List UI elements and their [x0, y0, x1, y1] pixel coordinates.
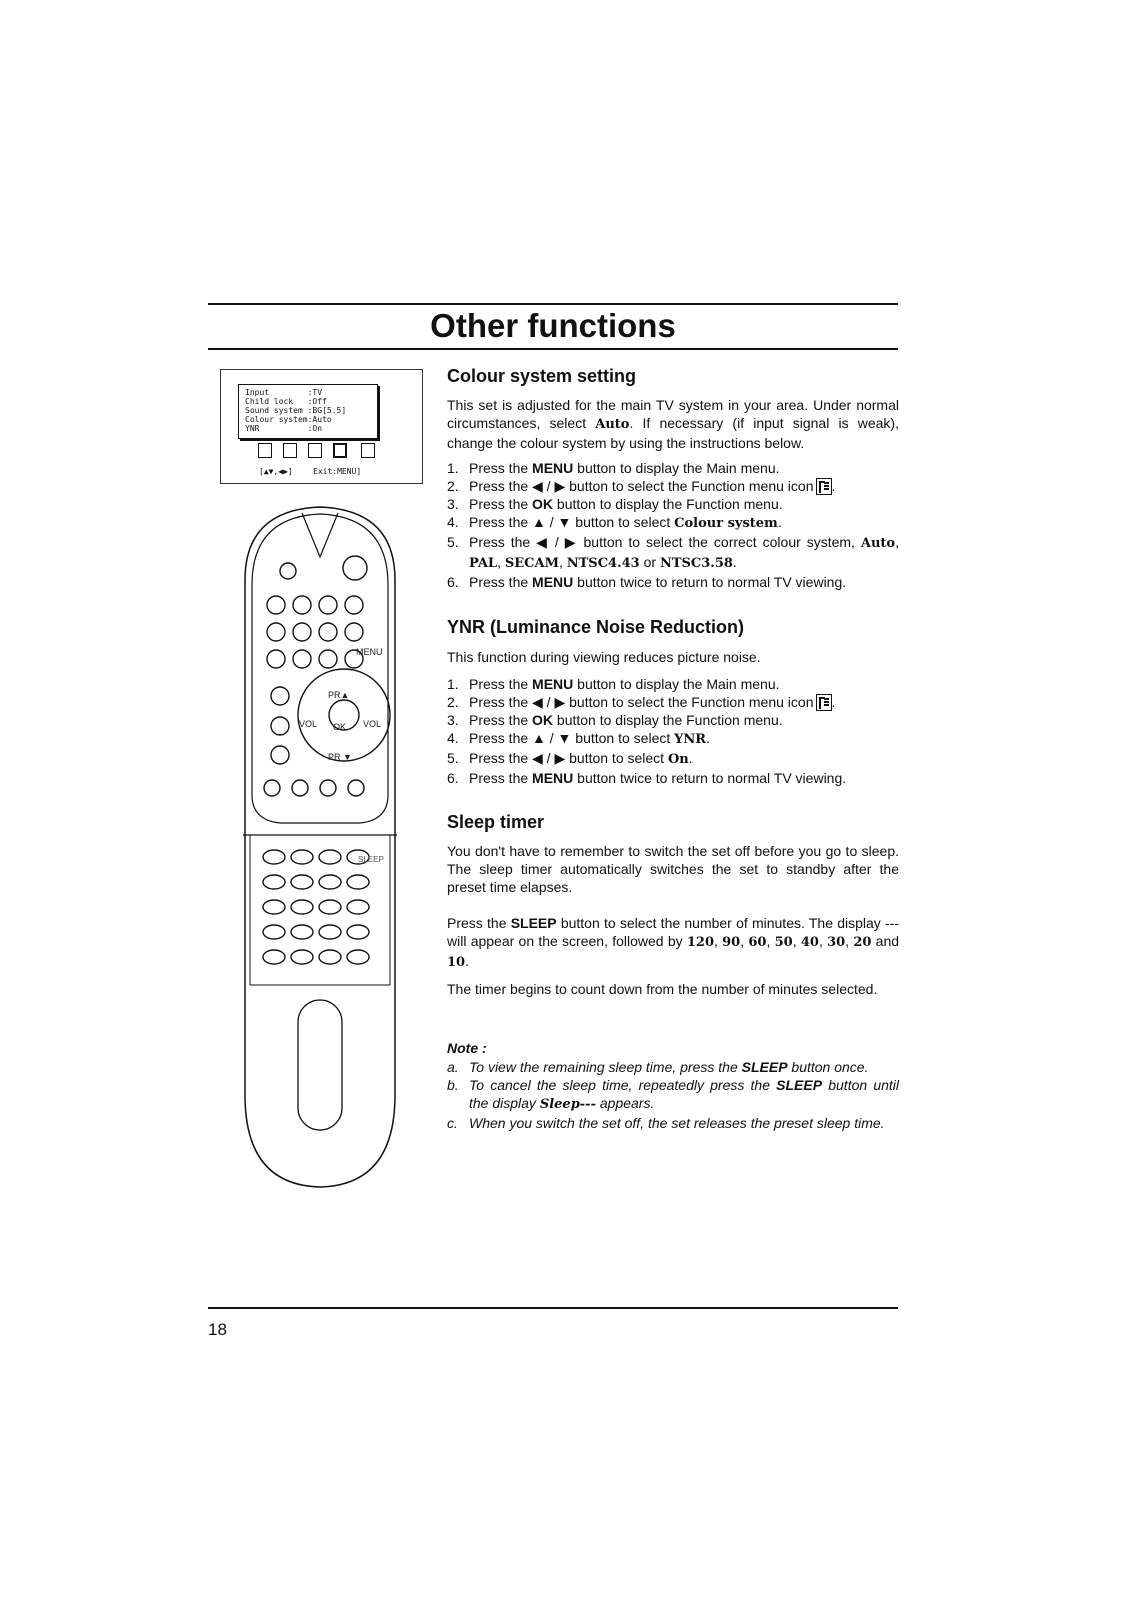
- note-text: When you switch the set off, the set releases the preset sleep time.: [469, 1115, 885, 1131]
- colour-system-intro: [447, 396, 899, 452]
- intro-auto: Auto: [595, 417, 630, 432]
- value-50: 50: [774, 935, 793, 950]
- intro-text-2: . If necessary (if input signal is weak), change the colour system by using the instructions below.: [447, 415, 899, 451]
- sleep-timer-p3: The timer begins to count down from the number of minutes selected.: [447, 981, 878, 997]
- value-40: 40: [800, 935, 819, 950]
- page-title: Other functions: [430, 307, 676, 344]
- value-20: 20: [853, 935, 872, 950]
- step-text: or: [639, 554, 660, 570]
- colour-system-steps: [447, 459, 899, 591]
- note-title: Note :: [447, 1040, 487, 1056]
- function-menu-icon: [816, 694, 832, 711]
- step-text: button twice to return to normal TV viewing.: [573, 574, 847, 590]
- step-key: MENU: [532, 770, 574, 786]
- list-item: [447, 1058, 899, 1076]
- note-text: button once.: [787, 1059, 869, 1075]
- sleep-timer-p1: You don't have to remember to switch the set off before you go to sleep. The sleep timer automatically switches the set to standby after the preset time elapses.: [447, 843, 899, 895]
- remote-button: [280, 563, 296, 579]
- step-text: Press the: [469, 460, 533, 476]
- osd-row-input: Input :TV: [245, 388, 323, 397]
- note-text: To cancel the sleep time, repeatedly press the: [469, 1077, 777, 1093]
- osd-menu-screen: [220, 369, 423, 484]
- list-item: 5. Press the ◀ / ▶ button to select the correct colour system, Auto, PAL, SECAM, NTSC4.43 or NTSC3.58.: [447, 534, 899, 571]
- remote-button: [263, 850, 285, 864]
- nav-ring: [298, 669, 390, 761]
- step-number: 3.: [447, 496, 459, 512]
- remote-sleep-label: SLEEP: [358, 855, 384, 864]
- p2-text: Press the: [447, 915, 511, 931]
- note-letter: a.: [447, 1059, 459, 1075]
- sleep-timer-p2: Press the SLEEP button to select the number of minutes. The display --- will appear on the screen, followed by 120, 90, 60, 50, 40, 30, 20 and 10.: [447, 915, 900, 970]
- remote-button: [347, 900, 369, 914]
- ynr-heading: YNR (Luminance Noise Reduction): [447, 617, 745, 637]
- step-number: 5.: [447, 534, 459, 550]
- step-text: .: [688, 750, 693, 766]
- notes-list: [447, 1058, 899, 1132]
- osd-row-colour-system: Colour system:Auto: [245, 415, 332, 424]
- remote-button: [319, 623, 337, 641]
- note-key: SLEEP: [741, 1059, 788, 1075]
- remote-button: [291, 900, 313, 914]
- picture-menu-icon: [258, 443, 272, 458]
- function-menu-icon: [333, 443, 347, 458]
- remote-button: [291, 950, 313, 964]
- step-key: MENU: [532, 460, 574, 476]
- step-number: 3.: [447, 712, 459, 728]
- note-letter: b.: [447, 1077, 459, 1093]
- intro-text: This set is adjusted for the main TV system in your area. Under normal circumstances, select: [447, 397, 899, 431]
- step-text: Press the ◀ / ▶ button to select the correct colour system,: [469, 534, 861, 550]
- note-text: appears.: [595, 1095, 655, 1111]
- remote-button: [293, 623, 311, 641]
- list-item: [447, 693, 899, 711]
- remote-button: [319, 900, 341, 914]
- list-item: [447, 769, 899, 787]
- remote-button: [320, 780, 336, 796]
- step-text: button to display the Main menu.: [573, 676, 780, 692]
- value-10: 10: [447, 955, 466, 970]
- value-30: 30: [827, 935, 846, 950]
- remote-button: [291, 925, 313, 939]
- list-item: [447, 573, 899, 591]
- list-item: [447, 495, 899, 513]
- remote-button: [264, 780, 280, 796]
- list-item: [447, 711, 899, 729]
- sound-menu-icon: [283, 443, 297, 458]
- step-option: YNR: [674, 732, 707, 747]
- remote-button: [347, 950, 369, 964]
- sleep-timer-heading: Sleep timer: [447, 812, 545, 832]
- step-option: On: [667, 752, 689, 767]
- remote-menu-label: MENU: [356, 647, 383, 657]
- remote-button: [263, 900, 285, 914]
- list-item: [447, 1114, 899, 1132]
- step-key: MENU: [532, 574, 574, 590]
- step-text: Press the ▲ / ▼ button to select: [469, 730, 675, 746]
- remote-button: [319, 950, 341, 964]
- step-text: Press the: [469, 496, 533, 512]
- value-60: 60: [748, 935, 767, 950]
- remote-pr-up-label: PR▲: [328, 690, 350, 700]
- step-number: 6.: [447, 574, 459, 590]
- osd-row-child-lock: Child lock :Off: [245, 397, 327, 406]
- step-text: button to display the Function menu.: [553, 712, 783, 728]
- step-number: 4.: [447, 730, 459, 746]
- step-number: 5.: [447, 750, 459, 766]
- remote-button: [347, 875, 369, 889]
- step-text: button to display the Function menu.: [553, 496, 783, 512]
- step-number: 1.: [447, 460, 459, 476]
- note-key: SLEEP: [776, 1077, 823, 1093]
- p2-text: and: [871, 933, 900, 949]
- title-underline: [208, 348, 898, 350]
- list-item: [447, 675, 899, 693]
- remote-button: [319, 850, 341, 864]
- step-text: Press the: [469, 712, 533, 728]
- remote-button: [319, 925, 341, 939]
- page-number: 18: [208, 1320, 227, 1339]
- list-item: [447, 459, 899, 477]
- remote-button: [271, 687, 289, 705]
- step-text: button twice to return to normal TV viewing.: [573, 770, 847, 786]
- note-text: button until the display: [469, 1077, 900, 1111]
- step-text: Press the ▲ / ▼ button to select: [469, 514, 675, 530]
- step-text: .: [831, 694, 836, 710]
- timer-menu-icon: [308, 443, 322, 458]
- remote-button: [263, 950, 285, 964]
- remote-button: [292, 780, 308, 796]
- step-text: .: [706, 730, 710, 746]
- note-display: Sleep---: [539, 1097, 596, 1112]
- function-menu-icon: [816, 478, 832, 495]
- remote-button: [271, 746, 289, 764]
- sleep-key: SLEEP: [510, 915, 557, 931]
- step-text: Press the ◀ / ▶ button to select: [469, 750, 668, 766]
- value-120: 120: [686, 935, 714, 950]
- remote-button: [267, 650, 285, 668]
- remote-control-illustration: [240, 505, 400, 1190]
- list-item: [447, 1076, 899, 1114]
- option-pal: PAL: [469, 556, 498, 571]
- remote-button: [267, 623, 285, 641]
- step-text: .: [831, 478, 836, 494]
- step-number: 6.: [447, 770, 459, 786]
- step-key: OK: [532, 712, 554, 728]
- option-ntsc358: NTSC3.58: [659, 556, 733, 571]
- option-auto: Auto: [860, 536, 896, 551]
- step-text: .: [777, 514, 782, 530]
- value-90: 90: [722, 935, 741, 950]
- osd-menu-box: [238, 384, 378, 439]
- remote-button: [345, 596, 363, 614]
- remote-button: [319, 650, 337, 668]
- remote-button: [293, 596, 311, 614]
- step-number: 2.: [447, 478, 459, 494]
- remote-button: [348, 780, 364, 796]
- step-number: 1.: [447, 676, 459, 692]
- remote-button: [267, 596, 285, 614]
- colour-system-heading: Colour system setting: [447, 366, 637, 386]
- step-text: Press the: [469, 770, 533, 786]
- top-rule: [208, 303, 898, 305]
- remote-button: [271, 717, 289, 735]
- remote-button: [345, 623, 363, 641]
- remote-vol-right-label: VOL: [363, 719, 382, 729]
- step-text: Press the: [469, 676, 533, 692]
- remote-button: [263, 875, 285, 889]
- list-item: [447, 477, 899, 495]
- step-text: button to display the Main menu.: [573, 460, 780, 476]
- remote-pr-down-label: PR ▼: [328, 752, 352, 762]
- power-button: [343, 556, 367, 580]
- remote-button: [347, 925, 369, 939]
- remote-button: [319, 875, 341, 889]
- osd-nav-hint: [▲▼,◀▶]: [259, 467, 293, 476]
- remote-button: [263, 925, 285, 939]
- option-secam: SECAM: [504, 556, 559, 571]
- option-ntsc443: NTSC4.43: [566, 556, 640, 571]
- step-text: .: [732, 554, 737, 570]
- remote-button: [291, 875, 313, 889]
- list-item: [447, 749, 899, 769]
- remote-button: [319, 596, 337, 614]
- step-text: Press the: [469, 574, 533, 590]
- bottom-rule: [208, 1307, 898, 1309]
- step-key: OK: [532, 496, 554, 512]
- step-key: MENU: [532, 676, 574, 692]
- clock-menu-icon: [361, 443, 375, 458]
- osd-exit-hint: Exit:MENU]: [313, 467, 362, 476]
- step-number: 4.: [447, 514, 459, 530]
- step-text: Press the ◀ / ▶ button to select the Function menu icon: [469, 694, 814, 710]
- step-number: 2.: [447, 694, 459, 710]
- remote-button: [293, 650, 311, 668]
- note-text: To view the remaining sleep time, press the: [469, 1059, 742, 1075]
- list-item: [447, 729, 899, 749]
- list-item: [447, 513, 899, 533]
- ynr-intro: This function during viewing reduces picture noise.: [447, 649, 761, 665]
- osd-row-sound-system: Sound system :BG[5.5]: [245, 406, 347, 415]
- note-letter: c.: [447, 1115, 458, 1131]
- osd-row-ynr: YNR :On: [245, 424, 323, 433]
- step-option: Colour system: [674, 516, 778, 531]
- remote-button: [291, 850, 313, 864]
- ynr-steps: [447, 675, 899, 787]
- step-text: Press the ◀ / ▶ button to select the Function menu icon: [469, 478, 814, 494]
- remote-ok-label: OK: [333, 722, 347, 732]
- remote-vol-left-label: VOL: [299, 719, 318, 729]
- p2-text: button to select the number of minutes. The display --- will appear on the screen, followed by: [447, 915, 899, 949]
